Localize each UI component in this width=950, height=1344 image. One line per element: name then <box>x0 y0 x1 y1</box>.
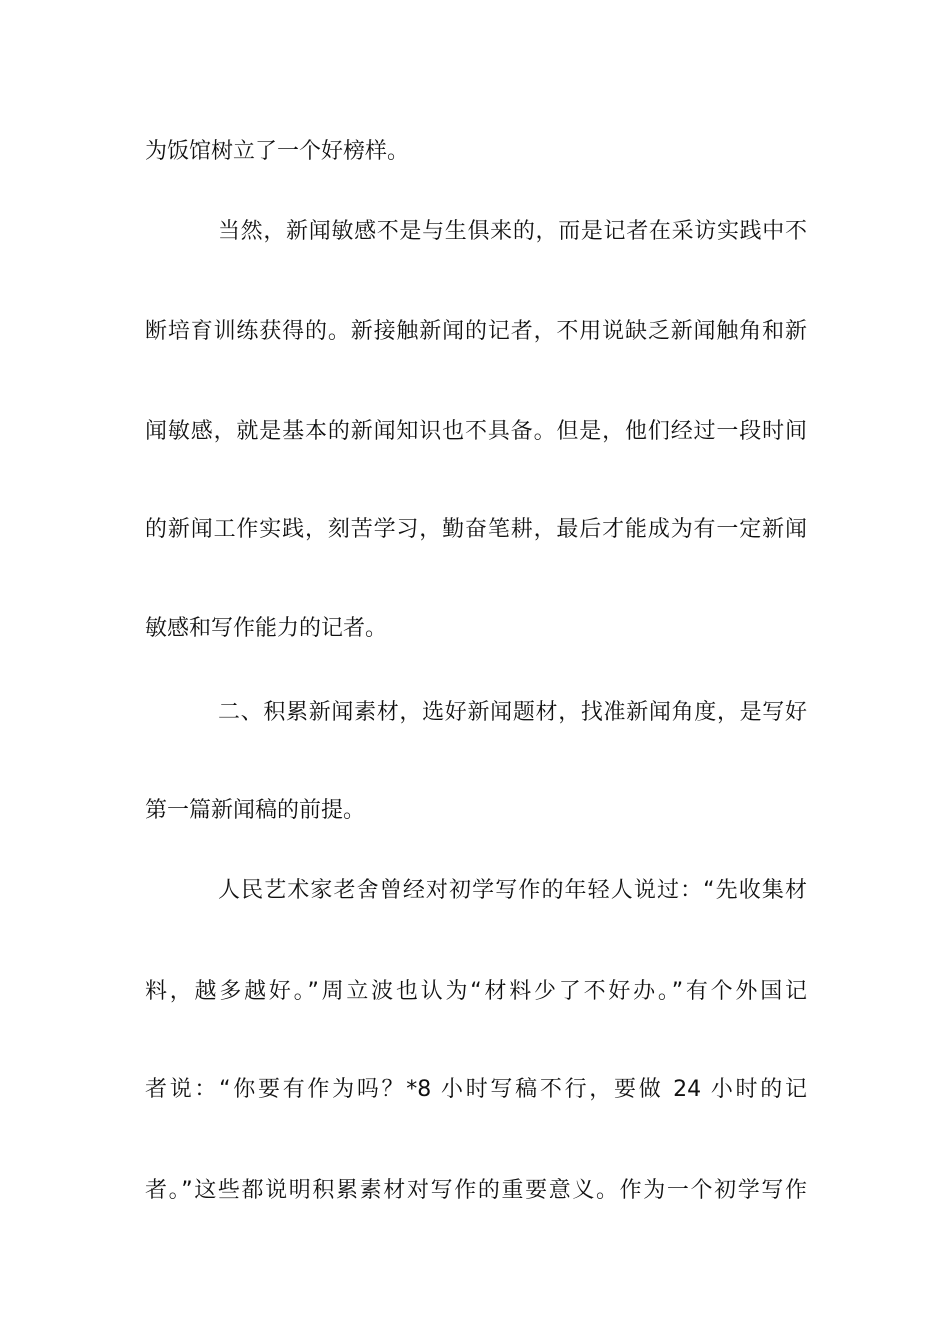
paragraph-line: 为饭馆树立了一个好榜样。 <box>145 139 410 164</box>
section-heading-line: 第一篇新闻稿的前提。 <box>145 798 366 823</box>
paragraph-line: 当然，新闻敏感不是与生俱来的，而是记者在采访实践中不 <box>218 219 807 244</box>
paragraph-line: 断培育训练获得的。新接触新闻的记者，不用说缺乏新闻触角和新 <box>145 319 807 344</box>
section-heading-line: 二、积累新闻素材，选好新闻题材，找准新闻角度，是写好 <box>218 700 807 725</box>
paragraph-line: 的新闻工作实践，刻苦学习，勤奋笔耕，最后才能成为有一定新闻 <box>145 517 807 542</box>
paragraph-line: 人民艺术家老舍曾经对初学写作的年轻人说过：“先收集材 <box>218 878 807 903</box>
paragraph-line: 敏感和写作能力的记者。 <box>145 616 388 641</box>
paragraph-line: 料，越多越好。”周立波也认为“材料少了不好办。”有个外国记 <box>145 979 807 1004</box>
paragraph-line: 者。”这些都说明积累素材对写作的重要意义。作为一个初学写作 <box>145 1178 807 1203</box>
paragraph-line: 者说：“你要有作为吗？*8 小时写稿不行，要做 24 小时的记 <box>145 1077 807 1102</box>
paragraph-line: 闻敏感，就是基本的新闻知识也不具备。但是，他们经过一段时间 <box>145 419 807 444</box>
